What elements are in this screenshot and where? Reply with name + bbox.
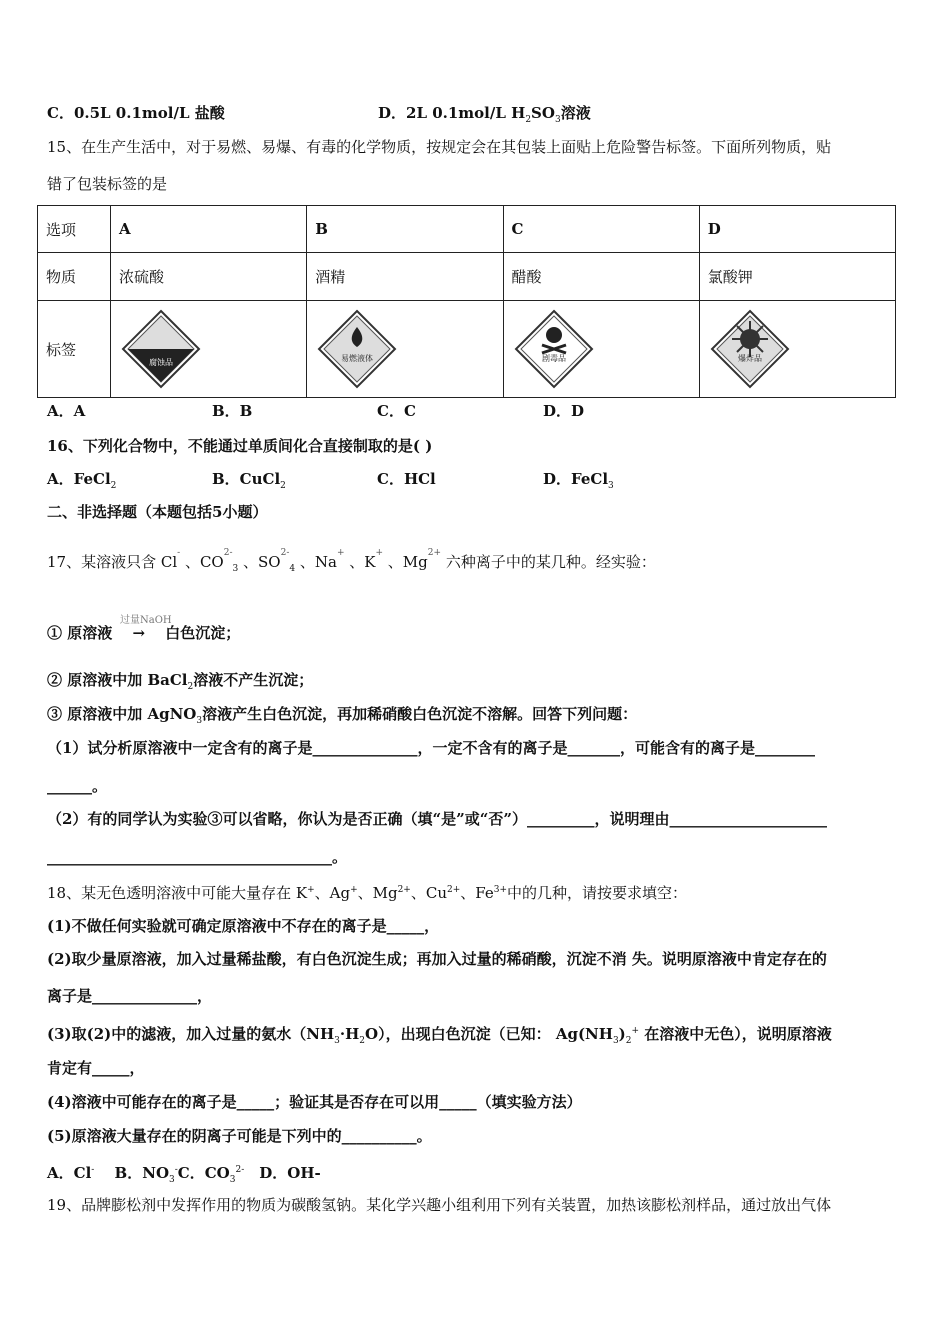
text-segment: 溶液不产生沉淀；	[193, 671, 314, 689]
text-line	[47, 103, 225, 123]
hazard-label-text: 腐蚀品	[149, 358, 173, 367]
hazard-label-cell	[503, 301, 699, 398]
text-line	[377, 401, 416, 421]
hazard-label-cell	[111, 301, 307, 398]
text-segment: C．CO	[177, 1164, 230, 1182]
text-segment: SO	[531, 104, 555, 122]
text-line	[212, 401, 252, 421]
text-segment: 2-	[235, 1165, 245, 1175]
hazard-label-text: 爆炸品	[737, 354, 762, 363]
text-line	[47, 776, 107, 796]
text-segment: 二、非选择题（本题包括5小题）	[47, 503, 268, 521]
text-line	[47, 502, 267, 522]
text-segment: 2	[525, 115, 532, 125]
text-line	[377, 469, 436, 489]
text-segment: B．NO	[94, 1164, 170, 1182]
text-segment: ② 原溶液中加 BaCl	[47, 671, 188, 689]
text-line	[47, 401, 85, 421]
text-segment: +	[307, 885, 315, 895]
text-segment: O），出现白色沉淀（已知： Ag(NH	[365, 1025, 613, 1043]
text-segment: 、CO	[180, 553, 224, 571]
text-segment: ① 原溶液 → 白色沉淀；	[47, 624, 241, 642]
text-segment: 3	[612, 1036, 619, 1046]
text-segment: ______________________________________。	[47, 848, 348, 866]
text-segment: 2	[187, 682, 194, 692]
text-segment: C．HCl	[377, 470, 436, 488]
explosive-icon	[710, 309, 790, 389]
text-segment: )	[618, 1025, 626, 1043]
text-segment: 、Na	[295, 553, 337, 571]
text-line	[47, 1126, 432, 1146]
text-segment: D．FeCl	[543, 470, 609, 488]
text-line	[47, 704, 637, 731]
text-segment: 2-	[223, 548, 233, 558]
text-segment: 3	[608, 481, 614, 491]
text-line	[47, 847, 347, 867]
text-segment: 、SO	[238, 553, 281, 571]
text-segment: 2	[625, 1036, 632, 1046]
text-segment: 六种离子中的某几种。经实验：	[441, 553, 656, 571]
text-line	[47, 738, 815, 758]
option-d: D	[699, 206, 895, 253]
text-segment: D．D	[543, 402, 585, 420]
text-segment: (1)不做任何实验就可确定原溶液中不存在的离子是_____，	[47, 917, 440, 935]
text-line	[543, 401, 584, 421]
text-segment: +	[375, 548, 384, 558]
text-segment: +	[350, 885, 358, 895]
text-segment: -	[174, 1165, 178, 1175]
text-segment: 、Ag	[314, 884, 351, 902]
text-segment: 、Cu	[410, 884, 447, 902]
text-segment: 2-	[280, 548, 290, 558]
text-segment: A．Cl	[47, 1164, 92, 1182]
text-segment: +	[336, 548, 345, 558]
text-line	[47, 1195, 831, 1215]
text-segment: 溶液产生白色沉淀，再加稀硝酸白色沉淀不溶解。回答下列问题：	[202, 705, 638, 723]
text-segment: 4	[289, 564, 296, 574]
text-segment: 3	[334, 1036, 340, 1046]
substance-c: 醋酸	[503, 253, 699, 301]
text-segment: D．OH-	[244, 1164, 321, 1182]
text-segment: 17、某溶液只含 Cl	[47, 553, 178, 571]
toxic-icon	[514, 309, 594, 389]
text-segment: （2）有的同学认为实验③可以省略，你认为是否正确（填“是”或“否”）_________，说明理由_____________________	[47, 810, 827, 828]
substance-a: 浓硫酸	[111, 253, 307, 301]
text-segment: ③ 原溶液中加 AgNO	[47, 705, 197, 723]
text-segment: +	[631, 1026, 640, 1036]
text-segment: A．A	[47, 402, 86, 420]
text-segment: 过量NaOH	[120, 615, 172, 626]
text-segment: 、K	[344, 553, 376, 571]
flammable-liquid-icon	[317, 309, 397, 389]
text-line	[378, 103, 591, 130]
text-segment: 2	[110, 481, 117, 491]
text-line	[212, 469, 286, 496]
text-segment: (3)取(2)中的滤液，加入过量的氨水（NH	[47, 1025, 335, 1043]
text-segment: 3	[229, 1175, 236, 1185]
text-line	[47, 1092, 582, 1112]
text-segment: 离子是______________，	[47, 987, 213, 1005]
text-segment: C．0.5L 0.1mol/L 盐酸	[47, 104, 225, 122]
text-segment: （1）试分析原溶液中一定含有的离子是______________，一定不含有的离子是_______，可能含有的离子是________	[47, 739, 815, 757]
hazard-label-table	[37, 205, 896, 398]
text-segment: 2	[280, 481, 286, 491]
text-segment: 3	[169, 1175, 175, 1185]
text-segment: -	[91, 1165, 95, 1175]
text-segment: A．FeCl	[47, 470, 111, 488]
text-segment: 19、品牌膨松剂中发挥作用的物质为碳酸氢钠。某化学兴趣小组利用下列有关装置，加热该膨松剂样品，通过放出气体	[47, 1196, 832, 1214]
text-segment: 2+	[427, 548, 442, 558]
row-label-option: 选项	[38, 206, 111, 253]
text-segment: 18、某无色透明溶液中可能大量存在 K	[47, 884, 308, 902]
text-segment: ·H	[339, 1025, 360, 1043]
text-segment: (2)取少量原溶液，加入过量稀盐酸，有白色沉淀生成；再加入过量的稀硝酸，沉淀不消 失。说明原溶液中肯定存在的	[47, 950, 827, 968]
text-segment: 溶液	[560, 104, 591, 122]
hazard-label-cell	[307, 301, 503, 398]
text-line	[47, 548, 656, 579]
text-segment: 在溶液中无色），说明原溶液	[639, 1025, 832, 1043]
text-segment: 3	[232, 564, 239, 574]
text-line	[47, 809, 827, 829]
text-segment: B．B	[212, 402, 253, 420]
text-segment: ______。	[47, 777, 108, 795]
text-segment: 16、下列化合物中，不能通过单质间化合直接制取的是( )	[47, 437, 433, 455]
text-line	[47, 1021, 832, 1051]
text-segment: 肯定有_____，	[47, 1059, 145, 1077]
text-line	[47, 916, 439, 936]
corrosive-icon	[121, 309, 201, 389]
text-segment: 、Mg	[357, 884, 398, 902]
substance-b: 酒精	[307, 253, 503, 301]
text-line	[543, 469, 614, 496]
text-line	[47, 174, 167, 194]
text-line	[47, 880, 687, 903]
text-segment: 15、在生产生活中，对于易燃、易爆、有毒的化学物质，按规定会在其包装上面贴上危险警告标签。下面所列物质，贴	[47, 138, 832, 156]
option-b: B	[307, 206, 503, 253]
text-segment: 3	[554, 115, 561, 125]
text-segment: 3+	[493, 885, 508, 895]
text-segment: (4)溶液中可能存在的离子是_____；验证其是否存在可以用_____（填实验方法）	[47, 1093, 582, 1111]
text-line	[47, 436, 432, 456]
option-a: A	[111, 206, 307, 253]
row-label-tag: 标签	[38, 301, 111, 398]
row-label-substance: 物质	[38, 253, 111, 301]
hazard-label-text: 易燃液体	[341, 354, 374, 363]
text-line	[47, 623, 240, 643]
option-c: C	[503, 206, 699, 253]
text-line	[47, 670, 313, 697]
text-segment: 2+	[447, 885, 461, 895]
text-line	[47, 1160, 321, 1190]
text-segment: C．C	[377, 402, 416, 420]
substance-d: 氯酸钾	[699, 253, 895, 301]
text-segment: 、Mg	[383, 553, 428, 571]
text-segment: D．2L 0.1mol/L H	[378, 104, 526, 122]
text-segment: (5)原溶液大量存在的阴离子可能是下列中的__________。	[47, 1127, 432, 1145]
text-segment: B．CuCl	[212, 470, 281, 488]
text-segment: 错了包装标签的是	[47, 175, 168, 193]
hazard-label-text: 剧毒品	[541, 354, 566, 363]
text-segment: -	[177, 548, 181, 558]
text-segment: 2+	[397, 885, 411, 895]
text-line	[47, 949, 827, 969]
text-line	[47, 986, 212, 1006]
text-line	[47, 1058, 145, 1078]
hazard-label-cell	[699, 301, 895, 398]
text-line	[47, 137, 831, 157]
text-segment: 、Fe	[460, 884, 494, 902]
text-line	[47, 469, 116, 496]
text-segment: 3	[196, 716, 203, 726]
text-segment: 2	[359, 1036, 366, 1046]
text-segment: 中的几种，请按要求填空：	[507, 884, 688, 902]
